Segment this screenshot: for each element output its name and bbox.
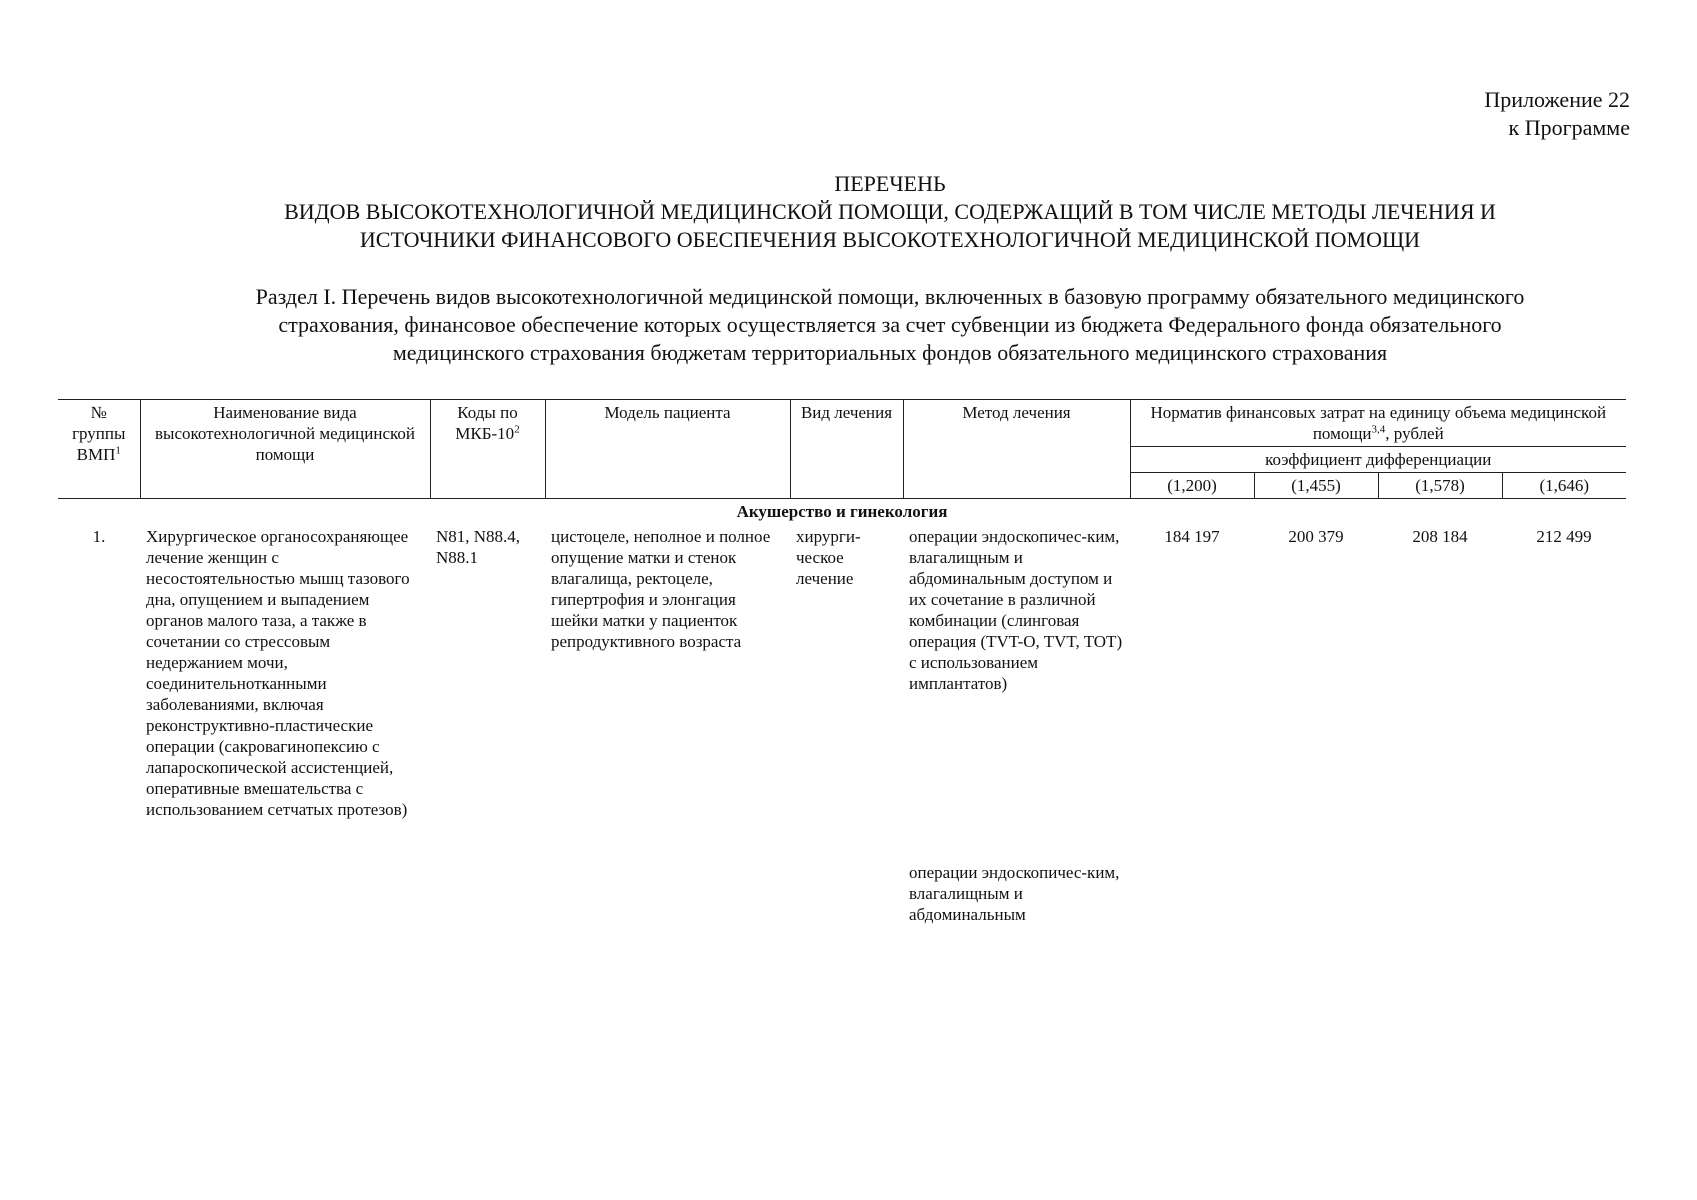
header-method: Метод лечения bbox=[903, 400, 1130, 499]
title-line-1: ПЕРЕЧЕНЬ bbox=[834, 171, 946, 196]
row-norm: 184 197 bbox=[1164, 527, 1220, 546]
document-title bbox=[150, 170, 1630, 254]
header-treatment-type: Вид лечения bbox=[790, 400, 903, 499]
coef-value: (1,200) bbox=[1130, 473, 1254, 499]
vmp-table bbox=[58, 399, 1626, 927]
table-row bbox=[58, 860, 1626, 927]
row-method: операции эндоскопичес-ким, влагалищным и абдоминальным bbox=[909, 863, 1120, 924]
header-codes: Коды по МКБ-$10^2$ bbox=[430, 400, 545, 499]
row-method: операции эндоскопичес-ким, влагалищным и абдоминальным доступом и их сочетание в различной комбинации (слинговая операция (TVT-O, TVT, TOT) с использованием имплантатов) bbox=[909, 527, 1123, 693]
title-line-3: ИСТОЧНИКИ ФИНАНСОВОГО ОБЕСПЕЧЕНИЯ ВЫСОКОТЕХНОЛОГИЧНОЙ МЕДИЦИНСКОЙ ПОМОЩИ bbox=[359, 227, 1421, 252]
row-name: Хирургическое органосохраняющее лечение женщин с несостоятельностью мышц тазового дна, опущением и выпадением органов малого таза, а также в сочетании со стрессовым недержанием мочи, соединительнотканными заболеваниями, включая реконструктивно-пластические операции (сакровагинопексию с лапароскопической ассистенцией, оперативные вмешательства с использованием сетчатых протезов) bbox=[146, 527, 410, 819]
section-line-1: Раздел I. Перечень видов высокотехнологичной медицинской помощи, включенных в базовую программу обязательного медицинского bbox=[255, 284, 1525, 309]
table-row bbox=[58, 524, 1626, 822]
section-line-3: медицинского страхования бюджетам территориальных фондов обязательного медицинского страхования bbox=[392, 340, 1388, 365]
row-treatment-type: хирурги-ческое лечение bbox=[796, 527, 861, 588]
row-patient-model: цистоцеле, неполное и полное опущение матки и стенок влагалища, ректоцеле, гипертрофия и элонгация шейки матки у пациенток репродуктивного возраста bbox=[551, 527, 771, 651]
row-number: 1. bbox=[92, 527, 106, 546]
row-spacer bbox=[58, 822, 1626, 860]
row-norm: 200 379 bbox=[1288, 527, 1344, 546]
row-norm: 208 184 bbox=[1412, 527, 1468, 546]
header-patient-model: Модель пациента bbox=[545, 400, 790, 499]
coef-value: (1,455) bbox=[1254, 473, 1378, 499]
coef-value: (1,578) bbox=[1378, 473, 1502, 499]
section-heading bbox=[120, 283, 1660, 367]
row-codes: N81, N88.4, N88.1 bbox=[436, 527, 521, 567]
appendix-number: Приложение 22 bbox=[1484, 87, 1630, 112]
appendix-reference bbox=[1484, 86, 1630, 142]
header-group-no: № группы ВМП$^1$ bbox=[58, 400, 140, 499]
coef-value: (1,646) bbox=[1502, 473, 1626, 499]
title-line-2: ВИДОВ ВЫСОКОТЕХНОЛОГИЧНОЙ МЕДИЦИНСКОЙ ПОМОЩИ, СОДЕРЖАЩИЙ В ТОМ ЧИСЛЕ МЕТОДЫ ЛЕЧЕНИЯ И bbox=[284, 199, 1496, 224]
row-norm: 212 499 bbox=[1536, 527, 1592, 546]
appendix-program: к Программе bbox=[1508, 115, 1630, 140]
header-name: Наименование вида высокотехнологичной медицинской помощи bbox=[140, 400, 430, 499]
section-line-2: страхования, финансовое обеспечение которых осуществляется за счет субвенции из бюджета Федерального фонда обязательного bbox=[278, 312, 1502, 337]
section-title: Акушерство и гинекология bbox=[736, 502, 948, 521]
section-title-row bbox=[58, 499, 1626, 525]
header-norm: Норматив финансовых затрат на единицу объема медицинской помощи$^{3,4}$, рублей bbox=[1130, 400, 1626, 447]
header-coef: коэффициент дифференциации bbox=[1130, 447, 1626, 473]
